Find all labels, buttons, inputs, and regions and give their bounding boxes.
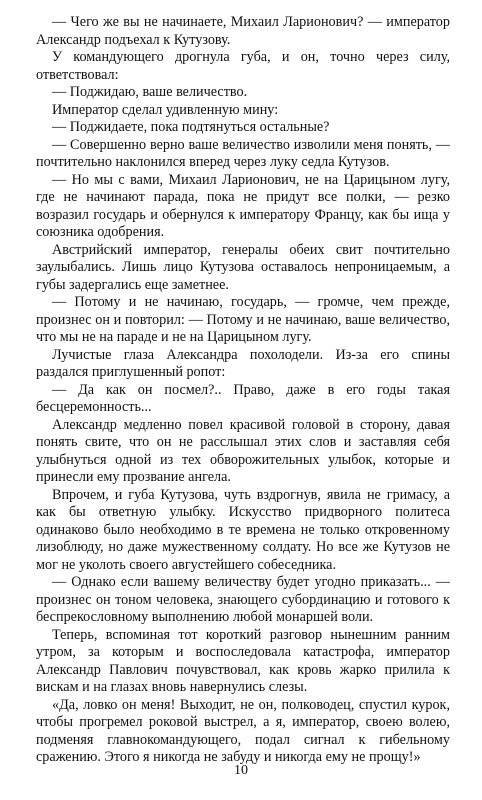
paragraph: — Но мы с вами, Михаил Ларионович, не на Царицыном лугу, где не начинают парада, пока не придут все полки, — резко возразил государь и обернулся к императору Францу, как бы ища у союзника одобрения. xyxy=(36,171,450,240)
paragraph: Теперь, вспоминая тот короткий разговор нынешним ранним утром, за которым и воспоследовала катастрофа, император Александр Павлович почувствовал, как кровь жарко прилила к вискам и на глазах вновь навернулись слезы. xyxy=(36,626,450,695)
paragraph: — Чего же вы не начинаете, Михаил Ларионович? — император Александр подъехал к Кутузову. xyxy=(36,14,450,48)
paragraph: — Однако если вашему величеству будет угодно приказать... — произнес он тоном человека, знающего субординацию и готового к беспрекословному выполнению любой монаршей воли. xyxy=(36,574,450,625)
paragraph: Император сделал удивленную мину: xyxy=(52,101,279,118)
paragraph: Александр медленно повел красивой головой в сторону, давая понять свите, что он не расслышал этих слов и заставляя себя улыбнуться одной из тех обворожительных улыбок, которые и принесли ему прозвание ангела. xyxy=(36,416,450,485)
paragraph: — Совершенно верно ваше величество изволили меня понять, — почтительно наклонился вперед через луку седла Кутузов. xyxy=(36,136,450,170)
paragraph: — Потому и не начинаю, государь, — громче, чем прежде, произнес он и повторил: — Потому и не начинаю, ваше величество, что мы не на параде и не на Царицыном лугу. xyxy=(36,294,450,345)
page-number: 10 xyxy=(234,763,248,778)
paragraph: — Поджидаю, ваше величество. xyxy=(52,84,248,100)
paragraph: — Да как он посмел?.. Право, даже в его годы такая бесцеремонность... xyxy=(36,381,450,415)
paragraph: Лучистые глаза Александра похолодели. Из-за его спины раздался приглушенный ропот: xyxy=(36,346,450,380)
paragraph: «Да, ловко он меня! Выходит, не он, полководец, спустил курок, чтобы прогремел роковой выстрел, а я, император, своею волею, подменяя главнокомандующего, подал сигнал к гибельному сражению. Этого я никогда не забуду и никогда ему не прощу!» xyxy=(36,696,450,765)
paragraph: Австрийский император, генералы обеих свит почтительно заулыбались. Лишь лицо Кутузова оставалось непроницаемым, а губы задергались еще заметнее. xyxy=(36,241,450,293)
paragraph: — Поджидаете, пока подтянуться остальные? xyxy=(52,119,330,135)
book-page-text xyxy=(36,14,450,774)
paragraph: Впрочем, и губа Кутузова, чуть вздрогнув, явила не гримасу, а как бы ответную улыбку. Искусство придворного политеса одинаково было необходимо в те времена не только откровенному лизоблюду, но даже мужественному солдату. Но все же Кутузов не мог не уколоть своего августейшего собеседника. xyxy=(36,486,450,573)
paragraph: У командующего дрогнула губа, и он, точно через силу, ответствовал: xyxy=(36,49,450,83)
